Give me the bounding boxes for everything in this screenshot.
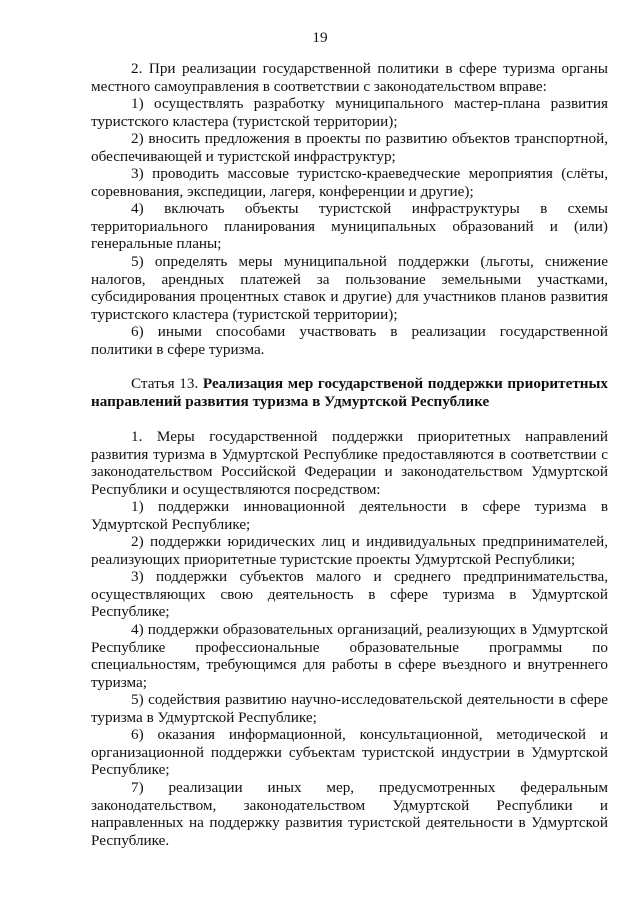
section1-item-5: 5) определять меры муниципальной поддержки (льготы, снижение налогов, арендных платежей за пользование земельными участками, субсидирования процентных ставок и другие) для участников планов развития туристского кластера (туристской территории);	[91, 253, 608, 323]
section1-intro: 2. При реализации государственной политики в сфере туризма органы местного самоуправления в соответствии с законодательством вправе:	[91, 60, 608, 95]
section2-item-6: 6) оказания информационной, консультационной, методической и организационной поддержки субъектам туристской индустрии в Удмуртской Республике;	[91, 726, 608, 779]
section2-intro: 1. Меры государственной поддержки приоритетных направлений развития туризма в Удмуртской Республике предоставляются в соответствии с законодательством Российской Федерации и законодательством Удмуртской Республики и осуществляются посредством:	[91, 428, 608, 498]
article-heading	[91, 375, 608, 410]
section1-item-4: 4) включать объекты туристской инфраструктуры в схемы территориального планирования муниципальных образований и (или) генеральные планы;	[91, 200, 608, 253]
page-number: 19	[312, 29, 328, 46]
section1-item-2: 2) вносить предложения в проекты по развитию объектов транспортной, обеспечивающей и туристской инфраструктур;	[91, 130, 608, 165]
section2-item-4: 4) поддержки образовательных организаций, реализующих в Удмуртской Республике профессиональные образовательные программы по специальностям, требующимся для работы в сфере въездного и внутреннего туризма;	[91, 621, 608, 691]
section2-item-1: 1) поддержки инновационной деятельности в сфере туризма в Удмуртской Республике;	[91, 498, 608, 533]
section1-item-3: 3) проводить массовые туристско-краеведческие мероприятия (слёты, соревнования, экспедиции, лагеря, конференции и другие);	[91, 165, 608, 200]
section2-item-3: 3) поддержки субъектов малого и среднего предпринимательства, осуществляющих свою деятельность в сфере туризма в Удмуртской Республике;	[91, 568, 608, 621]
section2-item-2: 2) поддержки юридических лиц и индивидуальных предпринимателей, реализующих приоритетные туристские проекты Удмуртской Республики;	[91, 533, 608, 568]
section1-item-6: 6) иными способами участвовать в реализации государственной политики в сфере туризма.	[91, 323, 608, 358]
section2-item-7: 7) реализации иных мер, предусмотренных федеральным законодательством, законодательством Удмуртской Республики и направленных на поддержку развития туристской деятельности в Удмуртской Республике.	[91, 779, 608, 849]
section1-item-1: 1) осуществлять разработку муниципального мастер-плана развития туристского кластера (туристской территории);	[91, 95, 608, 130]
article-title: Реализация мер государственой поддержки приоритетных направлений развития туризма в Удмуртской Республике	[91, 375, 609, 410]
article-label: Статья 13.	[131, 375, 199, 392]
section2-item-5: 5) содействия развитию научно-исследовательской деятельности в сфере туризма в Удмуртской Республике;	[91, 691, 608, 726]
